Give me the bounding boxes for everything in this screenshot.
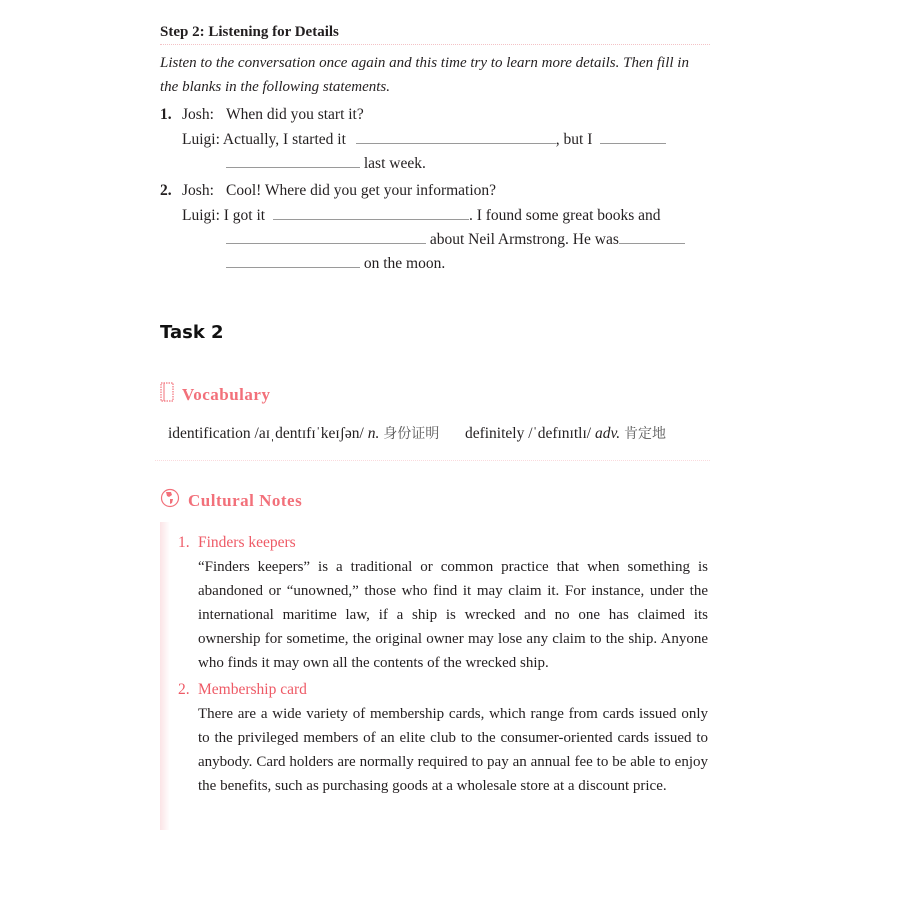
fill-blank[interactable] bbox=[226, 251, 360, 268]
fill-blank[interactable] bbox=[356, 127, 556, 144]
note-title bbox=[178, 678, 708, 702]
note-title bbox=[178, 531, 708, 555]
vocab-pos: n. bbox=[367, 425, 380, 442]
luigi-line-part: on the moon. bbox=[363, 255, 446, 272]
vocabulary-heading bbox=[160, 382, 270, 407]
cultural-note-2 bbox=[178, 678, 708, 798]
fill-blank[interactable] bbox=[619, 227, 685, 244]
note-body: There are a wide variety of membership cards, which range from cards issued only to the privileged members of an elite club to the consumer-oriented cards issued to anybody. Card holders are normally required to pay an annual fee to be able to enjoy the benefits, such as purchasing goods at a wholesale store at a discount price. bbox=[198, 706, 708, 794]
vocab-entry bbox=[465, 425, 666, 442]
luigi-line-part: about Neil Armstrong. He was bbox=[429, 231, 619, 248]
luigi-line-part: Actually, I started it bbox=[222, 131, 346, 148]
speaker-josh: Josh: bbox=[182, 182, 214, 199]
cultural-notes-heading-text: Cultural Notes bbox=[188, 490, 303, 510]
step-title: Step 2: Listening for Details bbox=[160, 24, 710, 45]
globe-icon bbox=[160, 488, 180, 513]
note-number: 2. bbox=[178, 681, 190, 698]
luigi-line-part: . I found some great books and bbox=[468, 207, 661, 224]
cultural-note-1 bbox=[178, 531, 708, 675]
speaker-luigi: Luigi: bbox=[182, 207, 220, 224]
speaker-josh: Josh: bbox=[182, 106, 214, 123]
note-body: “Finders keepers” is a traditional or common practice that when something is abandoned or “unowned,” those who find it may claim it. For instance, under the international maritime law, if a ship is wrecked and no one has claimed its ownership for sometime, the original owner may lose any claim to the ship. Anyone who finds it may own all the contents of the wrecked ship. bbox=[198, 559, 708, 671]
luigi-line-part: last week. bbox=[363, 155, 426, 172]
luigi-line-part: I got it bbox=[223, 207, 266, 224]
book-icon bbox=[160, 382, 174, 407]
notes-side-bar bbox=[160, 522, 170, 830]
note-title-text: Membership card bbox=[198, 681, 307, 698]
task-title: Task 2 bbox=[160, 322, 224, 343]
vocabulary-heading-text: Vocabulary bbox=[182, 384, 271, 404]
vocab-phonetic: /aɪˌdentɪfɪˈkeɪʃən/ bbox=[254, 425, 364, 442]
josh-line: Cool! Where did you get your information? bbox=[226, 182, 497, 199]
fill-blank[interactable] bbox=[226, 227, 426, 244]
divider bbox=[155, 460, 710, 461]
fill-blank[interactable] bbox=[226, 151, 360, 168]
vocab-word: identification bbox=[168, 425, 251, 442]
note-number: 1. bbox=[178, 534, 190, 551]
vocab-entry bbox=[168, 425, 443, 442]
instructions bbox=[160, 51, 720, 99]
fill-blank[interactable] bbox=[600, 127, 666, 144]
note-title-text: Finders keepers bbox=[198, 534, 296, 551]
fill-blank[interactable] bbox=[273, 203, 469, 220]
vocab-pos: adv. bbox=[594, 425, 621, 442]
vocab-word: definitely bbox=[464, 425, 525, 442]
vocab-meaning: 身份证明 bbox=[383, 426, 440, 442]
luigi-line-part: , but I bbox=[555, 131, 593, 148]
vocab-phonetic: /ˈdefɪnɪtlɪ/ bbox=[528, 425, 592, 442]
vocab-meaning: 肯定地 bbox=[623, 426, 666, 442]
cultural-notes-heading bbox=[160, 488, 302, 513]
instructions-line-2: the blanks in the following statements. bbox=[160, 79, 390, 95]
instructions-line-1: Listen to the conversation once again and this time try to learn more details. Then fill in bbox=[160, 55, 689, 71]
dialog-number: 1. bbox=[160, 106, 172, 123]
dialog-number: 2. bbox=[160, 182, 172, 199]
speaker-luigi: Luigi: bbox=[182, 131, 220, 148]
vocabulary-list bbox=[168, 423, 666, 443]
josh-line: When did you start it? bbox=[226, 106, 364, 123]
